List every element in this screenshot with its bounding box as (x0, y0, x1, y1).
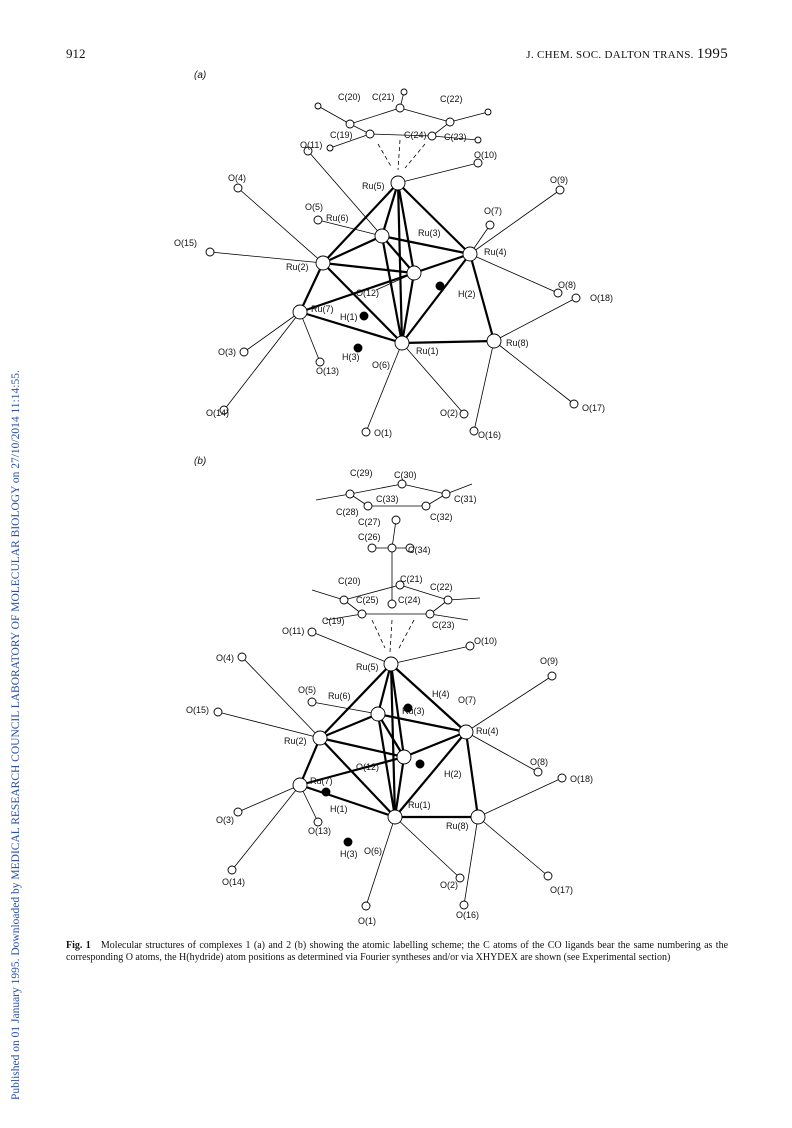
atom-label: C(25) (356, 595, 379, 605)
download-provenance-note: Published on 01 January 1995. Downloaded by MEDICAL RESEARCH COUNCIL LABORATORY OF MOLECULAR BIOLOGY on 27/10/2014 11:14:55. (10, 370, 22, 1100)
figure-caption (66, 940, 728, 964)
atom-label: H(3) (340, 849, 358, 859)
atom-label: Ru(4) (484, 247, 507, 257)
atom-label: O(17) (582, 403, 606, 413)
atom-label: O(18) (570, 774, 594, 784)
atom-label: Ru(8) (506, 338, 529, 348)
atom-label: C(20) (338, 92, 361, 102)
atom-label: Ru(5) (362, 181, 385, 191)
atom-label: Ru(4) (476, 726, 499, 736)
atom-label: C(19) (322, 616, 345, 626)
atom-label: O(17) (550, 885, 574, 895)
page-number: 912 (66, 46, 86, 61)
atom-label: O(11) (300, 140, 323, 150)
atom-label: O(10) (474, 636, 498, 646)
atom-label: Ru(6) (328, 691, 351, 701)
journal-name: J. CHEM. SOC. DALTON TRANS. (526, 49, 694, 61)
atom-label: O(6) (372, 360, 390, 370)
atom-label: H(3) (342, 352, 360, 362)
atom-label: Ru(7) (310, 776, 333, 786)
atom-label: O(1) (374, 428, 392, 438)
atom-label: C(28) (336, 507, 359, 517)
atom-label: O(14) (222, 877, 246, 887)
atom-label: O(15) (174, 238, 198, 248)
atom-label: H(4) (432, 689, 450, 699)
atom-label: C(31) (454, 494, 477, 504)
panel-a-structure (174, 89, 613, 440)
atom-label: C(29) (350, 468, 373, 478)
atom-label: C(22) (440, 94, 463, 104)
atom-label: C(24) (404, 130, 427, 140)
atom-label: O(11) (282, 626, 305, 636)
atom-label: Ru(7) (311, 304, 334, 314)
atom-label: O(13) (308, 826, 332, 836)
atom-label: O(8) (530, 757, 548, 767)
atom-label: O(15) (186, 705, 210, 715)
atom-label: C(32) (430, 512, 453, 522)
journal-year: 1995 (696, 46, 728, 62)
atom-label: C(34) (408, 545, 431, 555)
atom-label: O(9) (550, 175, 568, 185)
atom-label: H(2) (458, 289, 476, 299)
atom-label: O(12) (356, 288, 380, 298)
carbonyl-ligands (218, 632, 562, 906)
atom-label: Ru(6) (326, 213, 349, 223)
atom-label: O(5) (305, 202, 323, 212)
atom-label: C(23) (444, 132, 467, 142)
atom-label: O(13) (316, 366, 340, 376)
atom-label: C(19) (330, 130, 353, 140)
atom-label: O(14) (206, 408, 230, 418)
atom-label: O(7) (458, 695, 476, 705)
atom-label: Ru(3) (402, 706, 425, 716)
atom-markers (206, 89, 580, 436)
atom-label: O(9) (540, 656, 558, 666)
atom-label: O(3) (218, 347, 236, 357)
atom-label: C(23) (432, 620, 455, 630)
atom-label: O(16) (478, 430, 502, 440)
atom-label: C(27) (358, 517, 381, 527)
atom-markers (214, 480, 566, 910)
atom-label: O(2) (440, 880, 458, 890)
panel-a-label: (a) (194, 70, 207, 81)
atom-label: C(22) (430, 582, 453, 592)
caption-text: Molecular structures of complexes 1 (a) and 2 (b) showing the atomic labelling scheme; the C atoms of the CO ligands bear the same numbering as the corresponding O atoms, the H(hydride) atom positions as determined via Fourier syntheses and/or via XHYDEX are shown (see Experimental section) (66, 940, 729, 963)
atom-label: H(2) (444, 769, 462, 779)
panel-b-label: (b) (194, 456, 207, 467)
atom-label: Ru(8) (446, 821, 469, 831)
atom-label: O(1) (358, 916, 376, 926)
atom-label: O(5) (298, 685, 316, 695)
atom-label: C(33) (376, 494, 399, 504)
figure-number: Fig. 1 (66, 940, 91, 951)
atom-label: O(4) (216, 653, 234, 663)
atom-label: O(10) (474, 150, 498, 160)
atom-label: O(8) (558, 280, 576, 290)
atom-label: C(24) (398, 595, 421, 605)
atom-label: Ru(5) (356, 662, 379, 672)
atom-label: O(12) (356, 762, 380, 772)
atom-label: H(1) (330, 804, 348, 814)
atom-label: O(7) (484, 206, 502, 216)
atom-label: C(30) (394, 470, 417, 480)
atom-label: H(1) (340, 312, 358, 322)
atom-label: O(16) (456, 910, 480, 920)
panel-b-structure (186, 468, 593, 926)
atom-label: Ru(2) (286, 262, 309, 272)
atom-label: O(18) (590, 293, 614, 303)
atom-label: O(2) (440, 408, 458, 418)
atom-labels (174, 92, 613, 440)
atom-label: C(20) (338, 576, 361, 586)
atom-label: Ru(1) (408, 800, 431, 810)
atom-label: O(4) (228, 173, 246, 183)
atom-label: C(21) (372, 92, 395, 102)
atom-labels (186, 468, 593, 926)
atom-label: C(21) (400, 574, 423, 584)
atom-label: O(6) (364, 846, 382, 856)
atom-label: Ru(2) (284, 736, 307, 746)
atom-label: Ru(1) (416, 346, 439, 356)
atom-label: O(3) (216, 815, 234, 825)
atom-label: Ru(3) (418, 228, 441, 238)
atom-label: C(26) (358, 532, 381, 542)
